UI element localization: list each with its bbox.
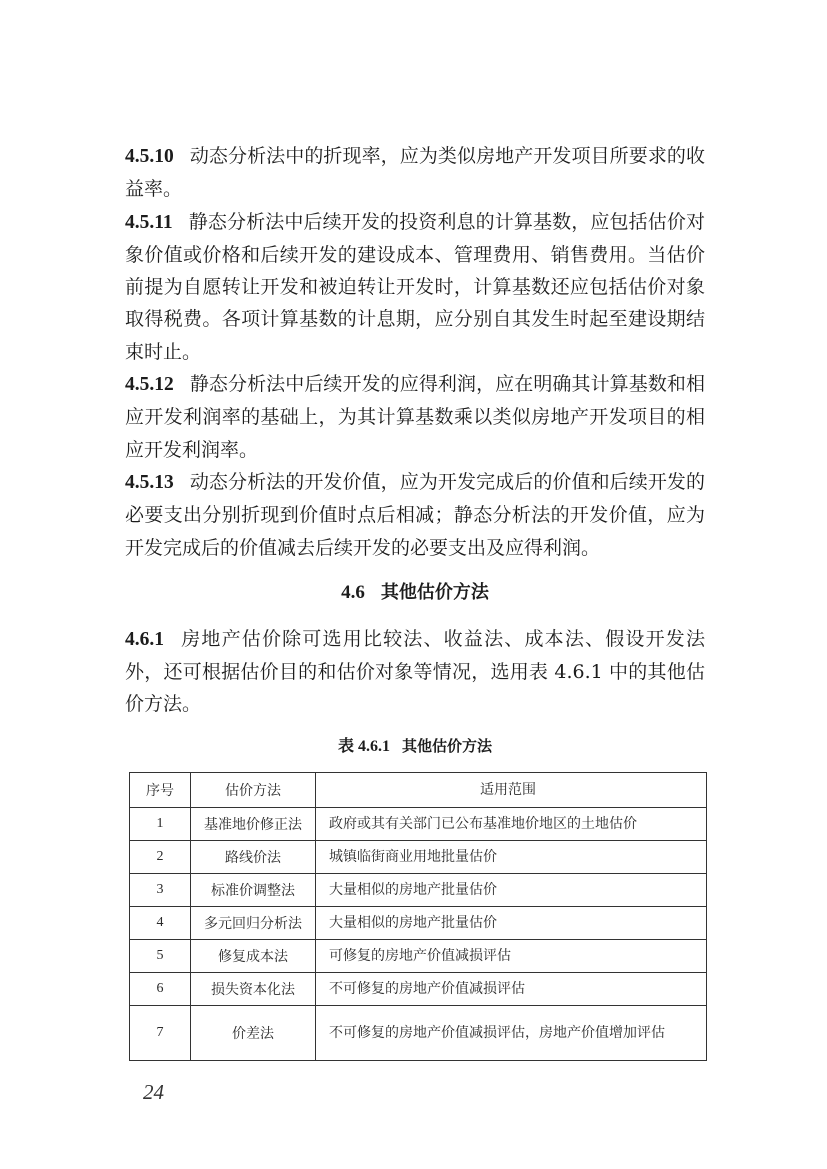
clause-number: 4.5.13	[125, 471, 174, 493]
clause-4-5-10	[125, 140, 705, 206]
cell-scope: 城镇临街商业用地批量估价	[316, 841, 707, 874]
cell-index: 7	[130, 1006, 191, 1061]
cell-method: 多元回归分析法	[191, 907, 316, 940]
clause-number: 4.5.12	[125, 374, 174, 396]
cell-scope: 可修复的房地产价值减损评估	[316, 940, 707, 973]
cell-index: 2	[130, 841, 191, 874]
table-caption-number: 表 4.6.1	[337, 737, 390, 755]
header-scope: 适用范围	[316, 773, 707, 808]
table-row	[130, 808, 707, 841]
cell-method: 价差法	[191, 1006, 316, 1061]
cell-method: 路线价法	[191, 841, 316, 874]
table-row	[130, 841, 707, 874]
clause-number: 4.5.10	[125, 146, 174, 167]
clause-4-5-12	[125, 368, 705, 466]
section-heading	[125, 577, 705, 609]
page-content	[125, 140, 705, 768]
cell-method: 标准价调整法	[191, 874, 316, 907]
cell-scope: 大量相似的房地产批量估价	[316, 907, 707, 940]
table-caption	[125, 735, 705, 758]
header-method: 估价方法	[191, 773, 316, 808]
table-row	[130, 973, 707, 1006]
cell-index: 3	[130, 874, 191, 907]
clause-number: 4.5.11	[125, 211, 173, 233]
clause-text: 静态分析法中后续开发的投资利息的计算基数，应包括估价对象价值或价格和后续开发的建设成本、管理费用、销售费用。当估价前提为自愿转让开发和被迫转让开发时，计算基数还应包括估价对象取得税费。各项计算基数的计息期，应分别自其发生时起至建设期结束时止。	[125, 210, 705, 363]
methods-table	[129, 772, 707, 1061]
cell-method: 损失资本化法	[191, 973, 316, 1006]
cell-index: 4	[130, 907, 191, 940]
table-row	[130, 874, 707, 907]
table-row	[130, 907, 707, 940]
clause-4-6-1	[125, 623, 705, 721]
table-caption-title: 其他估价方法	[402, 736, 493, 755]
clause-text: 动态分析法中的折现率，应为类似房地产开发项目所要求的收益率。	[125, 145, 705, 201]
clause-text: 动态分析法的开发价值，应为开发完成后的价值和后续开发的必要支出分别折现到价值时点后相减；静态分析法的开发价值，应为开发完成后的价值减去后续开发的必要支出及应得利润。	[125, 470, 705, 559]
cell-scope: 政府或其有关部门已公布基准地价地区的土地估价	[316, 808, 707, 841]
cell-index: 5	[130, 940, 191, 973]
cell-scope: 大量相似的房地产批量估价	[316, 874, 707, 907]
table-header-row	[130, 773, 707, 808]
cell-index: 6	[130, 973, 191, 1006]
clause-number: 4.6.1	[125, 628, 164, 650]
clause-text: 房地产估价除可选用比较法、收益法、成本法、假设开发法外，还可根据估价目的和估价对象等情况，选用表 4.6.1 中的其他估价方法。	[125, 627, 705, 716]
cell-method: 基准地价修正法	[191, 808, 316, 841]
header-index: 序号	[130, 773, 191, 808]
cell-method: 修复成本法	[191, 940, 316, 973]
clause-4-5-11	[125, 206, 705, 368]
cell-index: 1	[130, 808, 191, 841]
clause-4-5-13	[125, 466, 705, 564]
clause-text: 静态分析法中后续开发的应得利润，应在明确其计算基数和相应开发利润率的基础上，为其计算基数乘以类似房地产开发项目的相应开发利润率。	[125, 373, 705, 461]
table-row	[130, 940, 707, 973]
section-title: 其他估价方法	[380, 581, 489, 603]
page-number: 24	[143, 1080, 164, 1104]
cell-scope: 不可修复的房地产价值减损评估	[316, 973, 707, 1006]
table-row	[130, 1006, 707, 1061]
cell-scope: 不可修复的房地产价值减损评估，房地产价值增加评估	[316, 1006, 707, 1061]
section-number: 4.6	[341, 581, 365, 603]
